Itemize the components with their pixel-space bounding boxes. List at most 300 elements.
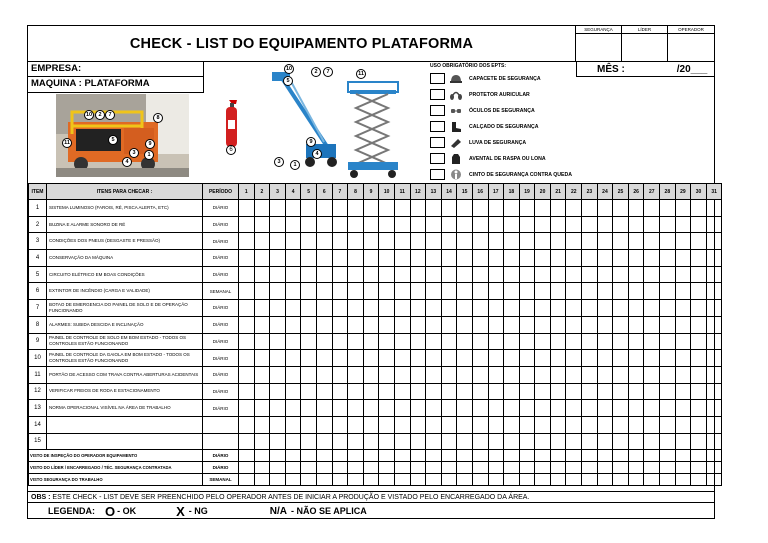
check-cell[interactable] [472, 433, 488, 450]
check-cell[interactable] [660, 300, 676, 317]
check-cell[interactable] [706, 350, 722, 367]
check-cell[interactable] [270, 333, 286, 350]
visto-cell[interactable] [582, 462, 598, 474]
check-cell[interactable] [410, 283, 426, 300]
epi-checkbox[interactable] [430, 73, 445, 84]
check-cell[interactable] [254, 266, 270, 283]
check-cell[interactable] [301, 216, 317, 233]
check-cell[interactable] [441, 216, 457, 233]
check-cell[interactable] [270, 383, 286, 400]
check-cell[interactable] [426, 266, 442, 283]
check-cell[interactable] [597, 266, 613, 283]
visto-cell[interactable] [239, 474, 255, 486]
epi-item-luva[interactable]: LUVA DE SEGURANÇA [430, 137, 526, 148]
check-cell[interactable] [488, 283, 504, 300]
check-cell[interactable] [301, 233, 317, 250]
signature-box-operador[interactable]: OPERADOR [668, 26, 714, 62]
check-cell[interactable] [426, 400, 442, 417]
check-cell[interactable] [691, 250, 707, 267]
check-cell[interactable] [394, 333, 410, 350]
check-cell[interactable] [332, 200, 348, 217]
visto-cell[interactable] [332, 450, 348, 462]
check-cell[interactable] [504, 200, 520, 217]
check-cell[interactable] [332, 350, 348, 367]
check-cell[interactable] [441, 300, 457, 317]
check-cell[interactable] [535, 316, 551, 333]
check-cell[interactable] [613, 216, 629, 233]
check-cell[interactable] [410, 333, 426, 350]
check-cell[interactable] [675, 350, 691, 367]
visto-cell[interactable] [628, 462, 644, 474]
check-cell[interactable] [363, 350, 379, 367]
check-cell[interactable] [660, 366, 676, 383]
check-cell[interactable] [379, 200, 395, 217]
check-cell[interactable] [628, 250, 644, 267]
check-cell[interactable] [270, 200, 286, 217]
check-cell[interactable] [488, 300, 504, 317]
check-cell[interactable] [426, 333, 442, 350]
visto-cell[interactable] [691, 450, 707, 462]
check-cell[interactable] [363, 400, 379, 417]
check-cell[interactable] [379, 250, 395, 267]
check-cell[interactable] [441, 333, 457, 350]
visto-cell[interactable] [301, 450, 317, 462]
check-cell[interactable] [457, 266, 473, 283]
check-cell[interactable] [504, 300, 520, 317]
check-cell[interactable] [348, 216, 364, 233]
visto-cell[interactable] [379, 474, 395, 486]
visto-cell[interactable] [675, 462, 691, 474]
check-cell[interactable] [472, 400, 488, 417]
check-cell[interactable] [441, 350, 457, 367]
visto-cell[interactable] [566, 474, 582, 486]
check-cell[interactable] [285, 283, 301, 300]
check-cell[interactable] [348, 266, 364, 283]
visto-cell[interactable] [535, 462, 551, 474]
check-cell[interactable] [239, 233, 255, 250]
visto-cell[interactable] [660, 462, 676, 474]
epi-checkbox[interactable] [430, 121, 445, 132]
visto-cell[interactable] [660, 450, 676, 462]
check-cell[interactable] [394, 416, 410, 433]
check-cell[interactable] [316, 216, 332, 233]
check-cell[interactable] [379, 300, 395, 317]
check-cell[interactable] [660, 433, 676, 450]
check-cell[interactable] [426, 233, 442, 250]
check-cell[interactable] [363, 316, 379, 333]
check-cell[interactable] [472, 350, 488, 367]
check-cell[interactable] [550, 316, 566, 333]
visto-cell[interactable] [706, 462, 722, 474]
check-cell[interactable] [332, 316, 348, 333]
check-cell[interactable] [441, 200, 457, 217]
check-cell[interactable] [519, 416, 535, 433]
check-cell[interactable] [488, 383, 504, 400]
check-cell[interactable] [426, 383, 442, 400]
check-cell[interactable] [550, 266, 566, 283]
check-cell[interactable] [363, 266, 379, 283]
check-cell[interactable] [582, 233, 598, 250]
visto-cell[interactable] [582, 450, 598, 462]
check-cell[interactable] [410, 366, 426, 383]
check-cell[interactable] [535, 400, 551, 417]
check-cell[interactable] [410, 316, 426, 333]
check-cell[interactable] [379, 216, 395, 233]
visto-cell[interactable] [504, 450, 520, 462]
check-cell[interactable] [691, 283, 707, 300]
check-cell[interactable] [535, 216, 551, 233]
check-cell[interactable] [239, 433, 255, 450]
check-cell[interactable] [457, 316, 473, 333]
check-cell[interactable] [628, 266, 644, 283]
check-cell[interactable] [628, 283, 644, 300]
check-cell[interactable] [519, 283, 535, 300]
check-cell[interactable] [441, 416, 457, 433]
check-cell[interactable] [348, 383, 364, 400]
visto-cell[interactable] [379, 462, 395, 474]
visto-cell[interactable] [472, 474, 488, 486]
check-cell[interactable] [675, 283, 691, 300]
check-cell[interactable] [270, 300, 286, 317]
check-cell[interactable] [504, 266, 520, 283]
check-cell[interactable] [239, 333, 255, 350]
check-cell[interactable] [472, 216, 488, 233]
check-cell[interactable] [457, 216, 473, 233]
visto-cell[interactable] [644, 462, 660, 474]
check-cell[interactable] [394, 433, 410, 450]
check-cell[interactable] [691, 316, 707, 333]
check-cell[interactable] [363, 250, 379, 267]
check-cell[interactable] [535, 433, 551, 450]
check-cell[interactable] [379, 350, 395, 367]
check-cell[interactable] [348, 200, 364, 217]
check-cell[interactable] [270, 266, 286, 283]
check-cell[interactable] [363, 233, 379, 250]
check-cell[interactable] [660, 233, 676, 250]
check-cell[interactable] [582, 266, 598, 283]
check-cell[interactable] [566, 300, 582, 317]
visto-cell[interactable] [270, 474, 286, 486]
check-cell[interactable] [644, 300, 660, 317]
check-cell[interactable] [582, 333, 598, 350]
check-cell[interactable] [254, 250, 270, 267]
check-cell[interactable] [348, 233, 364, 250]
check-cell[interactable] [550, 200, 566, 217]
check-cell[interactable] [332, 400, 348, 417]
check-cell[interactable] [644, 366, 660, 383]
epi-checkbox[interactable] [430, 153, 445, 164]
check-cell[interactable] [488, 333, 504, 350]
check-cell[interactable] [301, 433, 317, 450]
check-cell[interactable] [691, 400, 707, 417]
check-cell[interactable] [285, 250, 301, 267]
check-cell[interactable] [613, 433, 629, 450]
check-cell[interactable] [316, 383, 332, 400]
check-cell[interactable] [504, 250, 520, 267]
check-cell[interactable] [613, 200, 629, 217]
check-cell[interactable] [488, 433, 504, 450]
check-cell[interactable] [316, 333, 332, 350]
visto-cell[interactable] [613, 474, 629, 486]
visto-cell[interactable] [550, 462, 566, 474]
visto-cell[interactable] [363, 450, 379, 462]
check-cell[interactable] [628, 400, 644, 417]
check-cell[interactable] [285, 216, 301, 233]
visto-cell[interactable] [301, 474, 317, 486]
check-cell[interactable] [706, 250, 722, 267]
check-cell[interactable] [316, 283, 332, 300]
check-cell[interactable] [285, 333, 301, 350]
check-cell[interactable] [316, 250, 332, 267]
check-cell[interactable] [597, 433, 613, 450]
check-cell[interactable] [316, 316, 332, 333]
check-cell[interactable] [582, 250, 598, 267]
check-cell[interactable] [519, 316, 535, 333]
check-cell[interactable] [457, 233, 473, 250]
check-cell[interactable] [550, 333, 566, 350]
visto-cell[interactable] [613, 462, 629, 474]
check-cell[interactable] [566, 350, 582, 367]
check-cell[interactable] [644, 283, 660, 300]
epi-item-capacete[interactable]: CAPACETE DE SEGURANÇA [430, 73, 541, 84]
empresa-field[interactable]: EMPRESA: [28, 62, 204, 77]
check-cell[interactable] [628, 216, 644, 233]
check-cell[interactable] [566, 383, 582, 400]
check-cell[interactable] [597, 216, 613, 233]
check-cell[interactable] [706, 433, 722, 450]
check-cell[interactable] [316, 200, 332, 217]
visto-cell[interactable] [488, 450, 504, 462]
check-cell[interactable] [254, 416, 270, 433]
check-cell[interactable] [348, 316, 364, 333]
check-cell[interactable] [566, 250, 582, 267]
visto-cell[interactable] [706, 450, 722, 462]
check-cell[interactable] [644, 333, 660, 350]
check-cell[interactable] [644, 250, 660, 267]
check-cell[interactable] [519, 233, 535, 250]
check-cell[interactable] [535, 350, 551, 367]
check-cell[interactable] [457, 283, 473, 300]
visto-cell[interactable] [254, 474, 270, 486]
visto-cell[interactable] [660, 474, 676, 486]
check-cell[interactable] [348, 250, 364, 267]
check-cell[interactable] [332, 383, 348, 400]
check-cell[interactable] [628, 333, 644, 350]
check-cell[interactable] [706, 283, 722, 300]
check-cell[interactable] [441, 233, 457, 250]
check-cell[interactable] [488, 250, 504, 267]
check-cell[interactable] [285, 366, 301, 383]
visto-cell[interactable] [597, 450, 613, 462]
check-cell[interactable] [644, 416, 660, 433]
visto-cell[interactable] [675, 474, 691, 486]
check-cell[interactable] [270, 366, 286, 383]
visto-cell[interactable] [410, 474, 426, 486]
check-cell[interactable] [488, 200, 504, 217]
check-cell[interactable] [535, 233, 551, 250]
epi-item-avental[interactable]: AVENTAL DE RASPA OU LONA [430, 153, 546, 164]
check-cell[interactable] [270, 283, 286, 300]
check-cell[interactable] [613, 283, 629, 300]
check-cell[interactable] [394, 400, 410, 417]
check-cell[interactable] [426, 216, 442, 233]
check-cell[interactable] [691, 366, 707, 383]
check-cell[interactable] [582, 400, 598, 417]
check-cell[interactable] [332, 433, 348, 450]
check-cell[interactable] [660, 266, 676, 283]
visto-cell[interactable] [301, 462, 317, 474]
check-cell[interactable] [660, 350, 676, 367]
check-cell[interactable] [316, 433, 332, 450]
visto-cell[interactable] [550, 450, 566, 462]
check-cell[interactable] [472, 316, 488, 333]
visto-cell[interactable] [332, 474, 348, 486]
check-cell[interactable] [441, 400, 457, 417]
check-cell[interactable] [566, 233, 582, 250]
check-cell[interactable] [379, 316, 395, 333]
check-cell[interactable] [691, 200, 707, 217]
check-cell[interactable] [270, 433, 286, 450]
check-cell[interactable] [426, 283, 442, 300]
check-cell[interactable] [410, 416, 426, 433]
check-cell[interactable] [504, 333, 520, 350]
epi-checkbox[interactable] [430, 169, 445, 180]
check-cell[interactable] [363, 383, 379, 400]
check-cell[interactable] [675, 200, 691, 217]
visto-cell[interactable] [628, 474, 644, 486]
check-cell[interactable] [644, 400, 660, 417]
check-cell[interactable] [285, 266, 301, 283]
check-cell[interactable] [410, 266, 426, 283]
check-cell[interactable] [691, 350, 707, 367]
check-cell[interactable] [363, 283, 379, 300]
visto-cell[interactable] [675, 450, 691, 462]
check-cell[interactable] [441, 266, 457, 283]
check-cell[interactable] [394, 283, 410, 300]
check-cell[interactable] [254, 333, 270, 350]
visto-cell[interactable] [706, 474, 722, 486]
check-cell[interactable] [363, 416, 379, 433]
check-cell[interactable] [660, 200, 676, 217]
check-cell[interactable] [254, 366, 270, 383]
check-cell[interactable] [441, 366, 457, 383]
check-cell[interactable] [301, 366, 317, 383]
check-cell[interactable] [628, 316, 644, 333]
check-cell[interactable] [301, 300, 317, 317]
visto-cell[interactable] [441, 450, 457, 462]
check-cell[interactable] [535, 250, 551, 267]
check-cell[interactable] [535, 383, 551, 400]
check-cell[interactable] [660, 316, 676, 333]
check-cell[interactable] [394, 266, 410, 283]
check-cell[interactable] [301, 200, 317, 217]
check-cell[interactable] [410, 400, 426, 417]
check-cell[interactable] [691, 383, 707, 400]
check-cell[interactable] [270, 316, 286, 333]
check-cell[interactable] [301, 350, 317, 367]
check-cell[interactable] [332, 266, 348, 283]
check-cell[interactable] [270, 233, 286, 250]
check-cell[interactable] [363, 366, 379, 383]
check-cell[interactable] [519, 350, 535, 367]
check-cell[interactable] [239, 316, 255, 333]
check-cell[interactable] [410, 383, 426, 400]
check-cell[interactable] [628, 350, 644, 367]
check-cell[interactable] [550, 350, 566, 367]
check-cell[interactable] [675, 216, 691, 233]
check-cell[interactable] [504, 216, 520, 233]
check-cell[interactable] [550, 216, 566, 233]
visto-cell[interactable] [426, 450, 442, 462]
check-cell[interactable] [379, 383, 395, 400]
check-cell[interactable] [535, 283, 551, 300]
check-cell[interactable] [239, 216, 255, 233]
check-cell[interactable] [597, 283, 613, 300]
check-cell[interactable] [597, 400, 613, 417]
visto-cell[interactable] [394, 462, 410, 474]
check-cell[interactable] [379, 416, 395, 433]
check-cell[interactable] [566, 266, 582, 283]
check-cell[interactable] [488, 416, 504, 433]
visto-cell[interactable] [582, 474, 598, 486]
visto-cell[interactable] [691, 462, 707, 474]
check-cell[interactable] [660, 333, 676, 350]
check-cell[interactable] [394, 383, 410, 400]
check-cell[interactable] [706, 316, 722, 333]
check-cell[interactable] [706, 216, 722, 233]
check-cell[interactable] [550, 433, 566, 450]
check-cell[interactable] [566, 400, 582, 417]
check-cell[interactable] [535, 200, 551, 217]
check-cell[interactable] [706, 383, 722, 400]
check-cell[interactable] [519, 266, 535, 283]
check-cell[interactable] [394, 316, 410, 333]
check-cell[interactable] [488, 233, 504, 250]
check-cell[interactable] [706, 233, 722, 250]
check-cell[interactable] [348, 400, 364, 417]
check-cell[interactable] [691, 233, 707, 250]
check-cell[interactable] [410, 200, 426, 217]
check-cell[interactable] [426, 316, 442, 333]
check-cell[interactable] [675, 250, 691, 267]
visto-cell[interactable] [316, 462, 332, 474]
check-cell[interactable] [628, 200, 644, 217]
visto-cell[interactable] [363, 474, 379, 486]
check-cell[interactable] [597, 233, 613, 250]
check-cell[interactable] [472, 200, 488, 217]
check-cell[interactable] [410, 433, 426, 450]
visto-cell[interactable] [379, 450, 395, 462]
check-cell[interactable] [675, 266, 691, 283]
check-cell[interactable] [301, 333, 317, 350]
check-cell[interactable] [535, 333, 551, 350]
check-cell[interactable] [472, 250, 488, 267]
check-cell[interactable] [566, 283, 582, 300]
check-cell[interactable] [332, 416, 348, 433]
check-cell[interactable] [519, 300, 535, 317]
check-cell[interactable] [613, 250, 629, 267]
check-cell[interactable] [332, 250, 348, 267]
check-cell[interactable] [488, 266, 504, 283]
check-cell[interactable] [457, 416, 473, 433]
visto-cell[interactable] [472, 450, 488, 462]
check-cell[interactable] [613, 300, 629, 317]
check-cell[interactable] [394, 250, 410, 267]
check-cell[interactable] [675, 416, 691, 433]
visto-cell[interactable] [239, 462, 255, 474]
visto-cell[interactable] [457, 474, 473, 486]
check-cell[interactable] [363, 333, 379, 350]
